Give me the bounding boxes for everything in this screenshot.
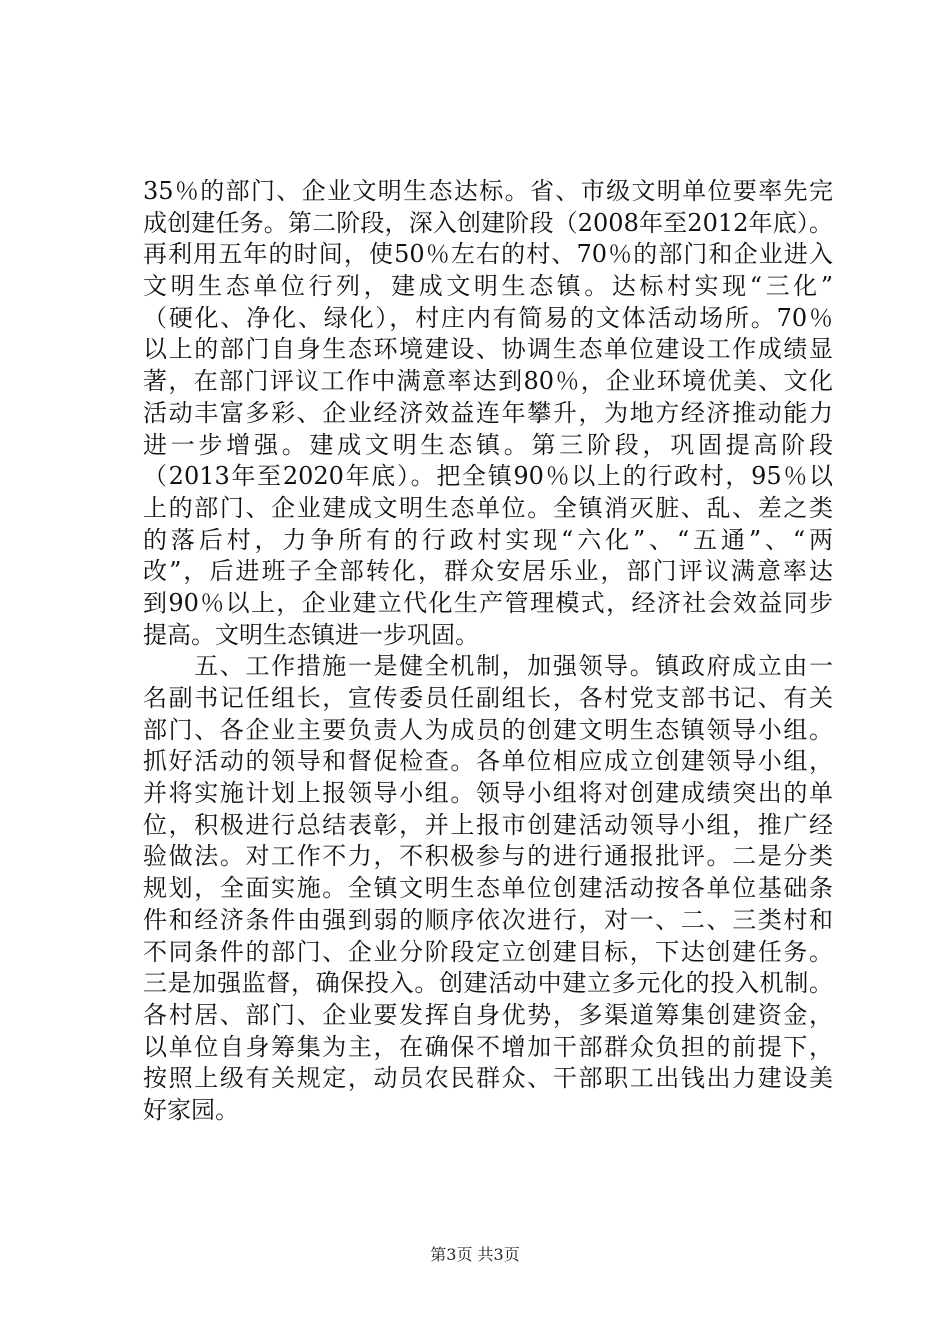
text-line: 名副书记任组长，宣传委员任副组长，各村党支部书记、有关	[143, 684, 833, 712]
text-line: 按照上级有关规定，动员农民群众、干部职工出钱出力建设美	[143, 1064, 833, 1093]
text-line: 的落后村，力争所有的行政村实现“六化”、“五通”、“两	[143, 525, 833, 554]
text-line: 五、工作措施一是健全机制，加强领导。镇政府成立由一	[143, 652, 833, 681]
text-line: 位，积极进行总结表彰，并上报市创建活动领导小组，推广经	[143, 810, 833, 839]
text-line: 不同条件的部门、企业分阶段定立创建目标，下达创建任务。	[143, 937, 833, 966]
text-line: 改”，后进班子全部转化，群众安居乐业，部门评议满意率达	[143, 557, 833, 586]
text-line: 进一步增强。建成文明生态镇。第三阶段，巩固提高阶段	[143, 430, 833, 459]
text-line: 各村居、部门、企业要发挥自身优势，多渠道筹集创建资金，	[143, 1000, 833, 1029]
text-line: 并将实施计划上报领导小组。领导小组将对创建成绩突出的单	[143, 779, 833, 808]
text-line: （硬化、净化、绿化），村庄内有简易的文体活动场所。70％	[143, 303, 833, 332]
text-line: （2013年至2020年底）。把全镇90％以上的行政村，95％以	[143, 462, 833, 491]
body-text	[143, 176, 833, 1127]
text-line: 以上的部门自身生态环境建设、协调生态单位建设工作成绩显	[143, 335, 833, 364]
text-line: 验做法。对工作不力，不积极参与的进行通报批评。二是分类	[143, 842, 833, 871]
text-line: 文明生态单位行列，建成文明生态镇。达标村实现“三化”	[143, 272, 833, 301]
text-line: 好家园。	[143, 1095, 239, 1124]
text-line: 再利用五年的时间，使50％左右的村、70％的部门和企业进入	[143, 240, 833, 269]
text-line: 部门、各企业主要负责人为成员的创建文明生态镇领导小组。	[143, 715, 833, 744]
text-line: 上的部门、企业建成文明生态单位。全镇消灭脏、乱、差之类	[143, 493, 833, 522]
page-footer: 第3页 共3页	[430, 1245, 520, 1264]
text-line: 35％的部门、企业文明生态达标。省、市级文明单位要率先完	[143, 177, 833, 205]
text-line: 著，在部门评议工作中满意率达到80％，企业环境优美、文化	[143, 367, 833, 396]
text-line: 到90％以上，企业建立代化生产管理模式，经济社会效益同步	[143, 588, 833, 617]
text-line: 抓好活动的领导和督促检查。各单位相应成立创建领导小组，	[143, 747, 833, 776]
text-line: 件和经济条件由强到弱的顺序依次进行，对一、二、三类村和	[143, 905, 833, 934]
text-line: 提高。文明生态镇进一步巩固。	[143, 620, 479, 649]
text-line: 三是加强监督，确保投入。创建活动中建立多元化的投入机制。	[143, 969, 833, 998]
text-line: 成创建任务。第二阶段，深入创建阶段（2008年至2012年底）。	[143, 208, 833, 237]
text-line: 活动丰富多彩、企业经济效益连年攀升，为地方经济推动能力	[143, 398, 833, 427]
text-line: 规划，全面实施。全镇文明生态单位创建活动按各单位基础条	[143, 874, 833, 903]
text-line: 以单位自身筹集为主，在确保不增加干部群众负担的前提下，	[143, 1032, 833, 1061]
